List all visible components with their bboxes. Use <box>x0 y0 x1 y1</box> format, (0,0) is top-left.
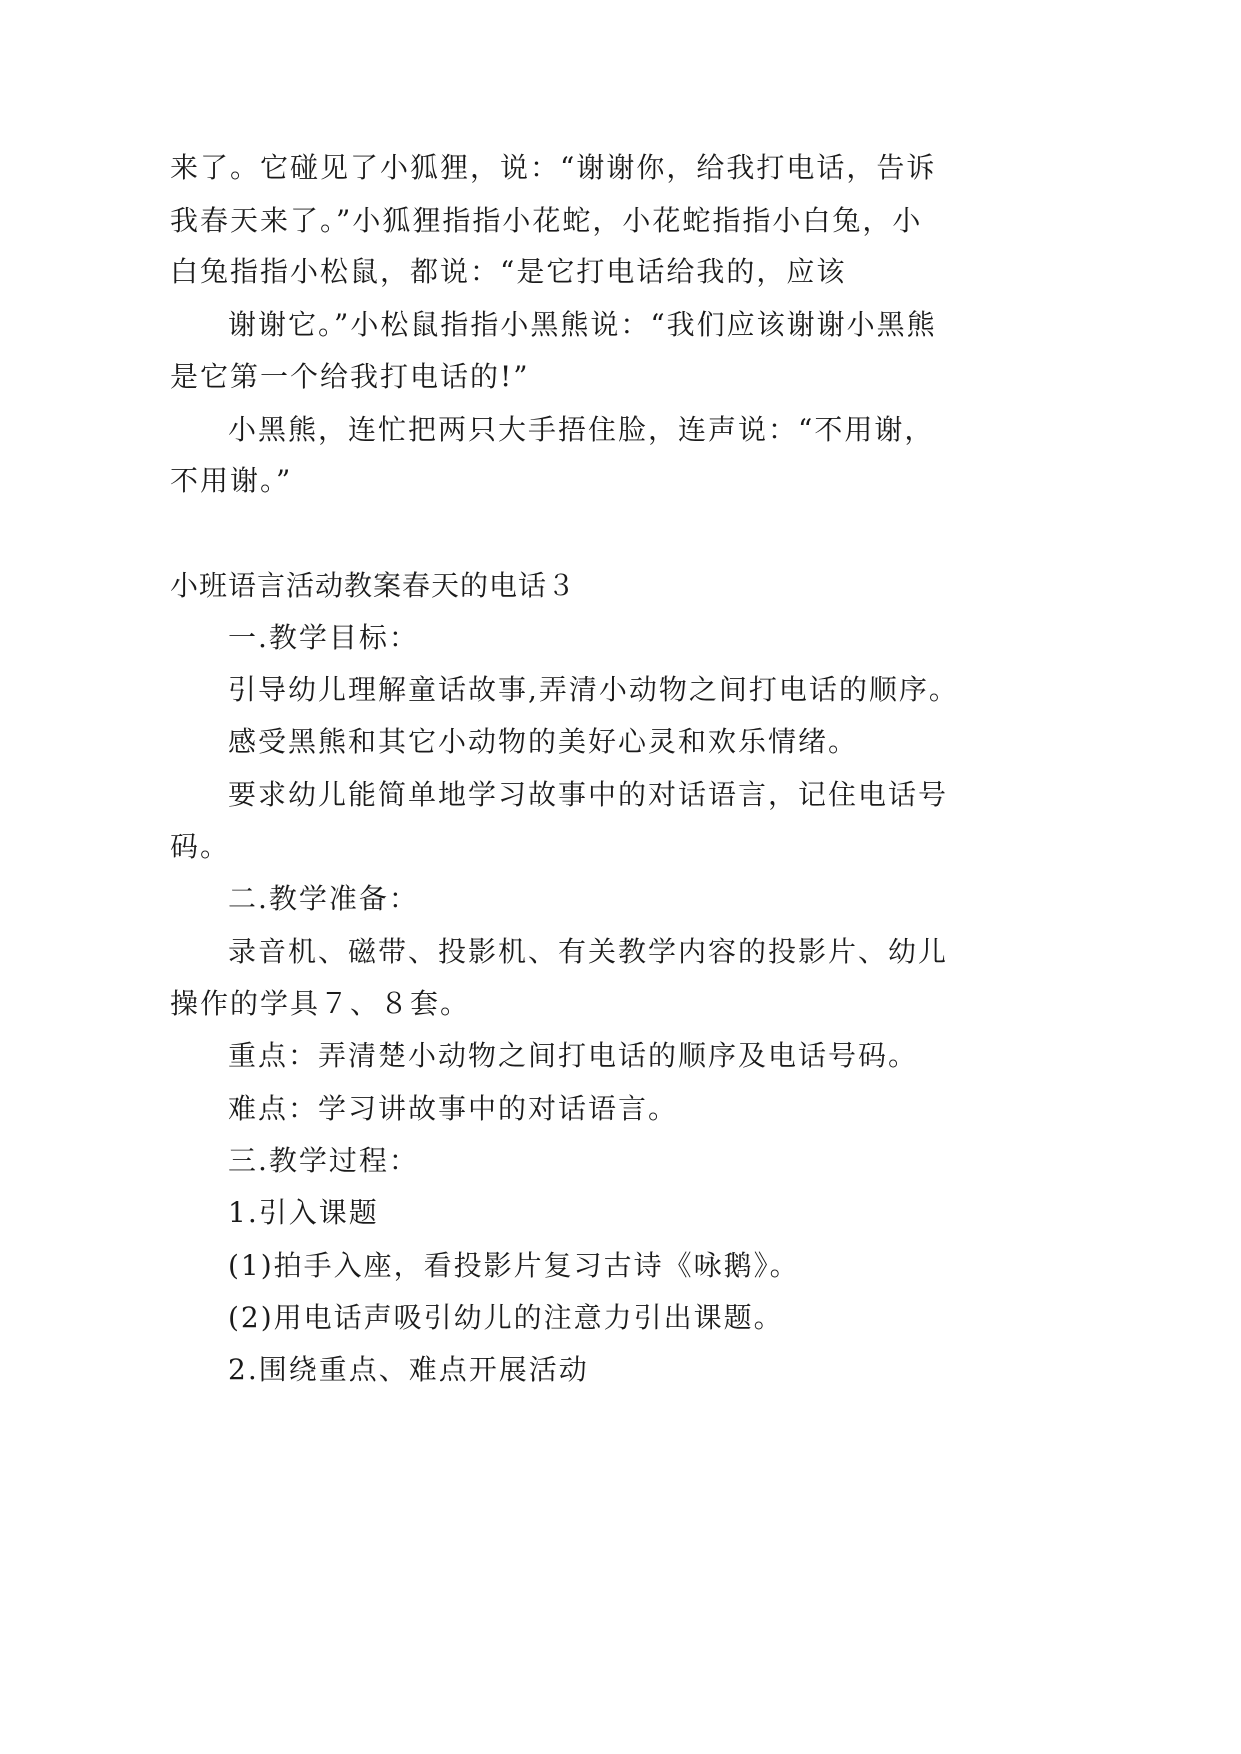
body-line-15: 2.围绕重点、难点开展活动 <box>228 1353 589 1386</box>
story-line-7: 不用谢。” <box>170 464 293 497</box>
body-line-10: 难点：学习讲故事中的对话语言。 <box>228 1092 679 1125</box>
body-line-9: 重点：弄清楚小动物之间打电话的顺序及电话号码。 <box>228 1039 919 1072</box>
body-line-5: 码。 <box>170 830 231 863</box>
story-line-3: 白兔指指小松鼠，都说：“是它打电话给我的，应该 <box>170 255 847 288</box>
body-line-6: 二.教学准备： <box>228 882 419 915</box>
body-line-7: 录音机、磁带、投影机、有关教学内容的投影片、幼儿 <box>228 935 949 968</box>
story-line-5: 是它第一个给我打电话的!” <box>170 360 530 393</box>
section-title: 小班语言活动教案春天的电话３ <box>170 569 577 602</box>
body-line-8: 操作的学具７、８套。 <box>170 987 471 1020</box>
story-line-1: 来了。它碰见了小狐狸，说：“谢谢你，给我打电话，告诉 <box>170 151 937 184</box>
body-line-3: 感受黑熊和其它小动物的美好心灵和欢乐情绪。 <box>228 725 859 758</box>
body-line-4: 要求幼儿能简单地学习故事中的对话语言，记住电话号 <box>228 778 949 811</box>
body-line-14: (2)用电话声吸引幼儿的注意力引出课题。 <box>228 1301 784 1334</box>
body-line-2: 引导幼儿理解童话故事,弄清小动物之间打电话的顺序。 <box>228 673 959 706</box>
body-line-1: 一.教学目标： <box>228 621 419 654</box>
body-line-11: 三.教学过程： <box>228 1144 419 1177</box>
body-line-12: 1.引入课题 <box>228 1196 379 1229</box>
story-line-4: 谢谢它。”小松鼠指指小黑熊说：“我们应该谢谢小黑熊 <box>228 308 937 341</box>
body-line-13: (1)拍手入座，看投影片复习古诗《咏鹅》。 <box>228 1249 800 1282</box>
story-line-2: 我春天来了。”小狐狸指指小花蛇，小花蛇指指小白兔，小 <box>170 204 923 237</box>
story-line-6: 小黑熊，连忙把两只大手捂住脸，连声说：“不用谢， <box>228 413 935 446</box>
